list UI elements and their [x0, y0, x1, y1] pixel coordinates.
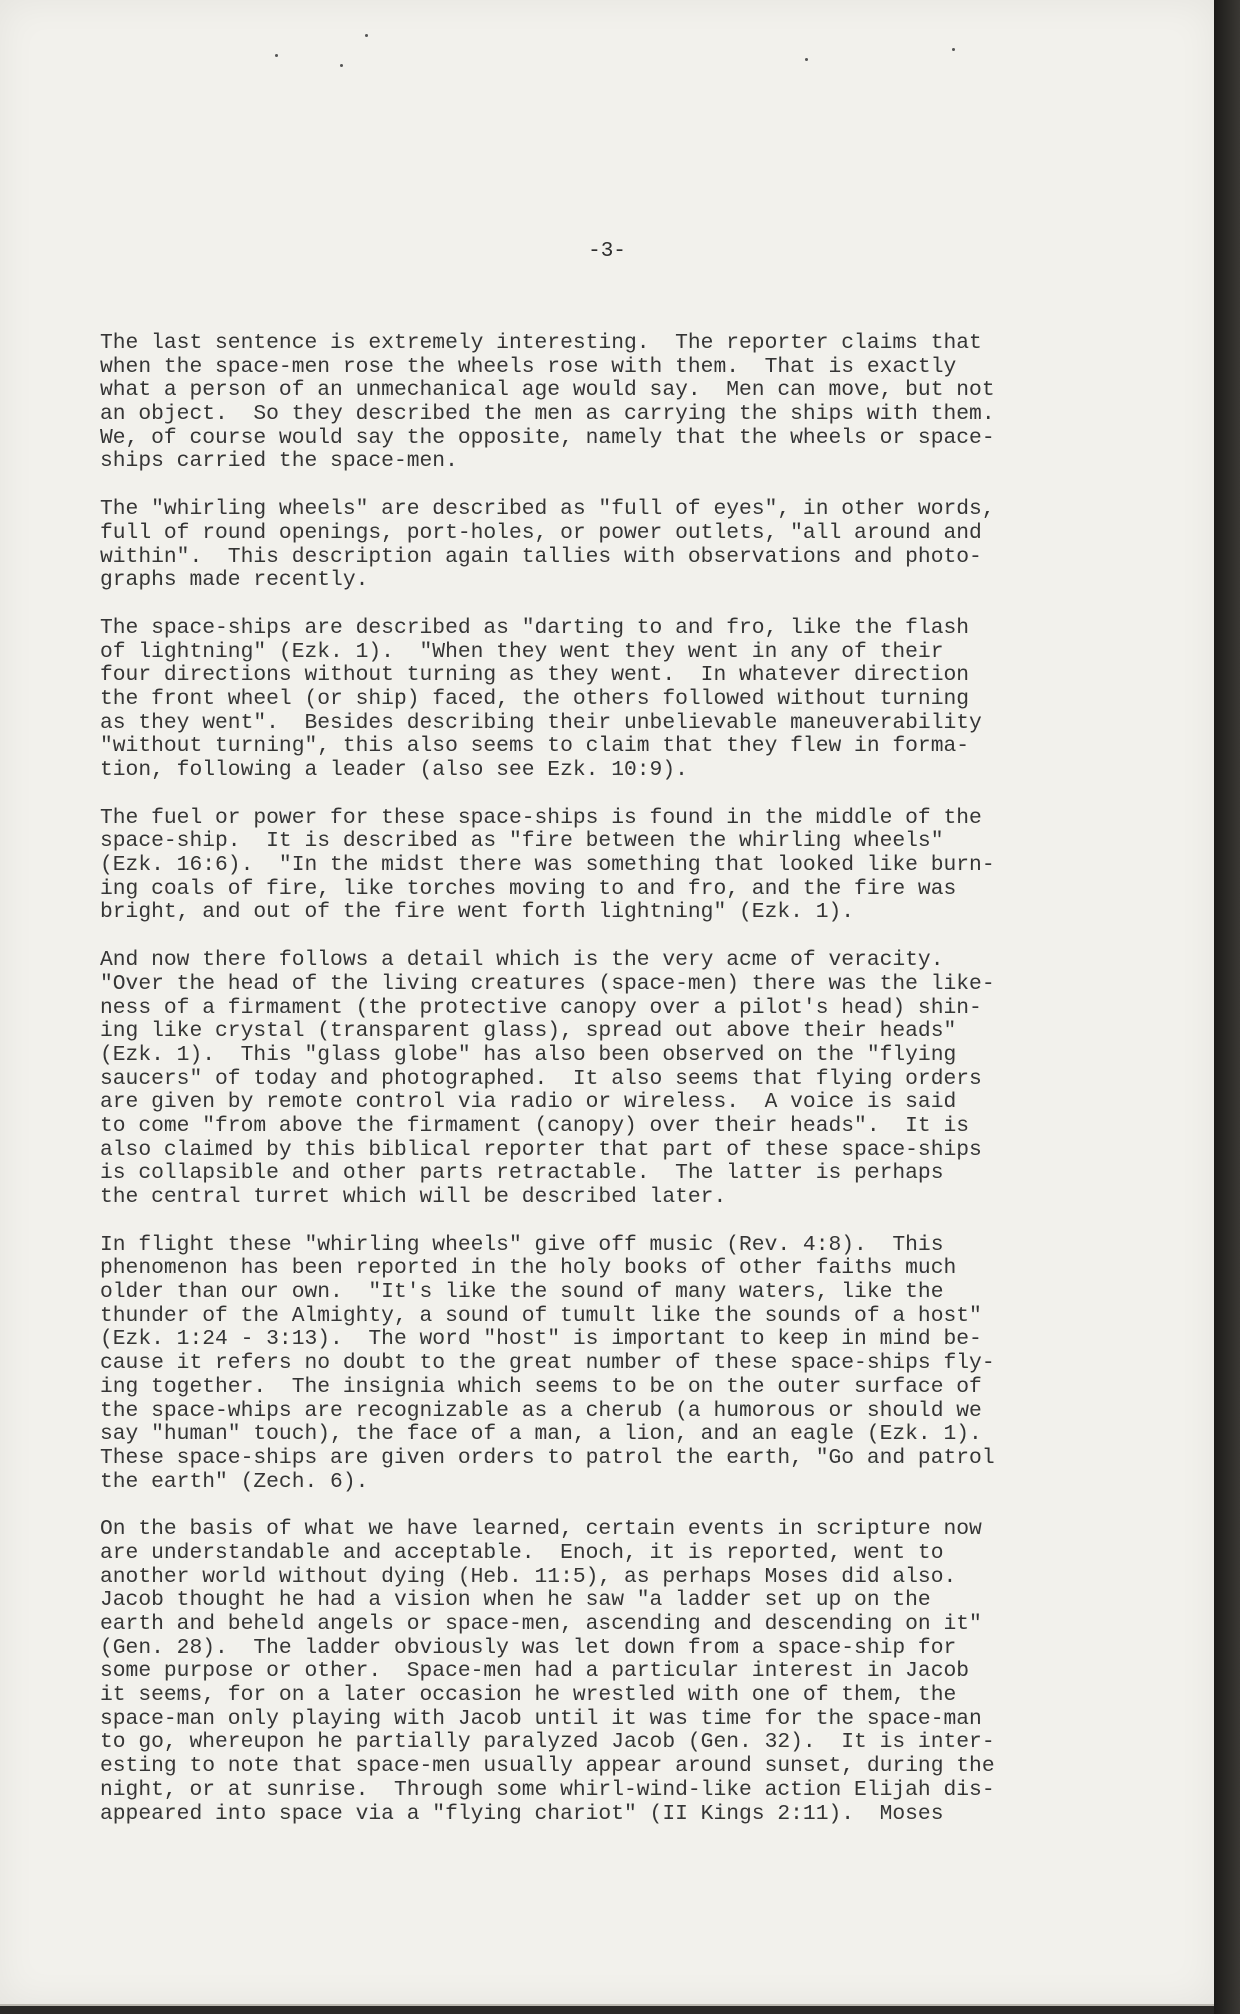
text-line: graphs made recently.	[100, 568, 369, 593]
paragraph	[100, 332, 1120, 474]
text-line: the earth" (Zech. 6).	[100, 1469, 369, 1494]
text-line: ness of a firmament (the protective canopy over a pilot's head) shin-	[100, 995, 982, 1020]
paragraph	[100, 498, 1120, 593]
text-line: is collapsible and other parts retractable. The latter is perhaps	[100, 1161, 944, 1186]
text-line: cause it refers no doubt to the great number of these space-ships fly-	[100, 1351, 995, 1376]
text-line: (Ezk. 1). This "glass globe" has also been observed on the "flying	[100, 1042, 957, 1067]
text-line: (Ezk. 1:24 - 3:13). The word "host" is important to keep in mind be-	[100, 1327, 982, 1352]
paper-speck	[952, 48, 955, 51]
text-line: older than our own. "It's like the sound of many waters, like the	[100, 1280, 944, 1305]
text-line: the space-whips are recognizable as a cherub (a humorous or should we	[100, 1398, 982, 1423]
text-line: "without turning", this also seems to claim that they flew in forma-	[100, 734, 970, 759]
text-line: (Ezk. 16:6). "In the midst there was something that looked like burn-	[100, 853, 995, 878]
text-line: night, or at sunrise. Through some whirl-wind-like action Elijah dis-	[100, 1777, 995, 1802]
text-line: some purpose or other. Space-men had a particular interest in Jacob	[100, 1659, 970, 1684]
text-line: (Gen. 28). The ladder obviously was let down from a space-ship for	[100, 1635, 957, 1660]
text-line: the central turret which will be described later.	[100, 1185, 727, 1209]
text-line: four directions without turning as they went. In whatever direction	[100, 663, 970, 688]
text-line: We, of course would say the opposite, namely that the wheels or space-	[100, 425, 995, 450]
text-line: another world without dying (Heb. 11:5), as perhaps Moses did also.	[100, 1564, 957, 1589]
text-line: phenomenon has been reported in the holy books of other faiths much	[100, 1256, 957, 1281]
text-line: The fuel or power for these space-ships is found in the middle of the	[100, 805, 982, 830]
paper-speck	[340, 64, 343, 67]
paper-speck	[275, 54, 278, 57]
paragraph	[100, 617, 1120, 783]
text-line: ships carried the space-men.	[100, 449, 458, 474]
paper-speck	[805, 58, 808, 61]
text-line: within". This description again tallies with observations and photo-	[100, 544, 982, 569]
text-line: On the basis of what we have learned, certain events in scripture now	[100, 1517, 982, 1542]
paragraph	[100, 949, 1120, 1210]
text-line: when the space-men rose the wheels rose with them. That is exactly	[100, 354, 957, 379]
text-line: ing like crystal (transparent glass), spread out above their heads"	[100, 1019, 957, 1044]
text-line: Jacob thought he had a vision when he saw "a ladder set up on the	[100, 1588, 931, 1613]
page-number: -3-	[588, 240, 626, 263]
text-line: an object. So they described the men as carrying the ships with them.	[100, 402, 995, 427]
text-line: esting to note that space-men usually appear around sunset, during the	[100, 1754, 995, 1779]
text-line: ing coals of fire, like torches moving to and fro, and the fire was	[100, 876, 957, 901]
text-line: bright, and out of the fire went forth lightning" (Ezk. 1).	[100, 900, 855, 925]
text-line: space-ship. It is described as "fire between the whirling wheels"	[100, 829, 944, 854]
text-line: saucers" of today and photographed. It also seems that flying orders	[100, 1066, 982, 1091]
text-line: ing together. The insignia which seems to be on the outer surface of	[100, 1374, 982, 1399]
paragraph	[100, 1234, 1120, 1495]
paragraph	[100, 1518, 1120, 1826]
text-line: as they went". Besides describing their unbelievable maneuverability	[100, 710, 982, 735]
text-line: The last sentence is extremely interesting. The reporter claims that	[100, 331, 982, 355]
text-line: The "whirling wheels" are described as "full of eyes", in other words,	[100, 497, 995, 522]
body-text	[100, 332, 1120, 1850]
text-line: In flight these "whirling wheels" give off music (Rev. 4:8). This	[100, 1232, 944, 1257]
paper-speck	[365, 34, 368, 37]
text-line: And now there follows a detail which is the very acme of veracity.	[100, 948, 944, 973]
text-line: The space-ships are described as "darting to and fro, like the flash	[100, 615, 970, 640]
text-line: appeared into space via a "flying chariot" (II Kings 2:11). Moses	[100, 1801, 944, 1826]
text-line: to come "from above the firmament (canopy) over their heads". It is	[100, 1113, 970, 1138]
text-line: of lightning" (Ezk. 1). "When they went they went in any of their	[100, 639, 944, 664]
text-line: These space-ships are given orders to patrol the earth, "Go and patrol	[100, 1445, 995, 1470]
text-line: what a person of an unmechanical age would say. Men can move, but not	[100, 378, 995, 403]
text-line: earth and beheld angels or space-men, ascending and descending on it"	[100, 1612, 982, 1636]
text-line: "Over the head of the living creatures (space-men) there was the like-	[100, 971, 995, 996]
text-line: thunder of the Almighty, a sound of tumult like the sounds of a host"	[100, 1303, 982, 1328]
text-line: to go, whereupon he partially paralyzed Jacob (Gen. 32). It is inter-	[100, 1730, 995, 1755]
text-line: full of round openings, port-holes, or power outlets, "all around and	[100, 520, 982, 545]
text-line: the front wheel (or ship) faced, the others followed without turning	[100, 686, 970, 711]
text-line: also claimed by this biblical reporter that part of these space-ships	[100, 1137, 982, 1162]
paragraph	[100, 807, 1120, 925]
text-line: tion, following a leader (also see Ezk. 10:9).	[100, 758, 688, 782]
text-line: are understandable and acceptable. Enoch, it is reported, went to	[100, 1540, 944, 1565]
text-line: say "human" touch), the face of a man, a lion, and an eagle (Ezk. 1).	[100, 1422, 982, 1447]
scan-edge	[1214, 0, 1240, 2014]
text-line: are given by remote control via radio or wireless. A voice is said	[100, 1090, 957, 1115]
text-line: space-man only playing with Jacob until it was time for the space-man	[100, 1706, 982, 1731]
text-line: it seems, for on a later occasion he wrestled with one of them, the	[100, 1683, 957, 1708]
